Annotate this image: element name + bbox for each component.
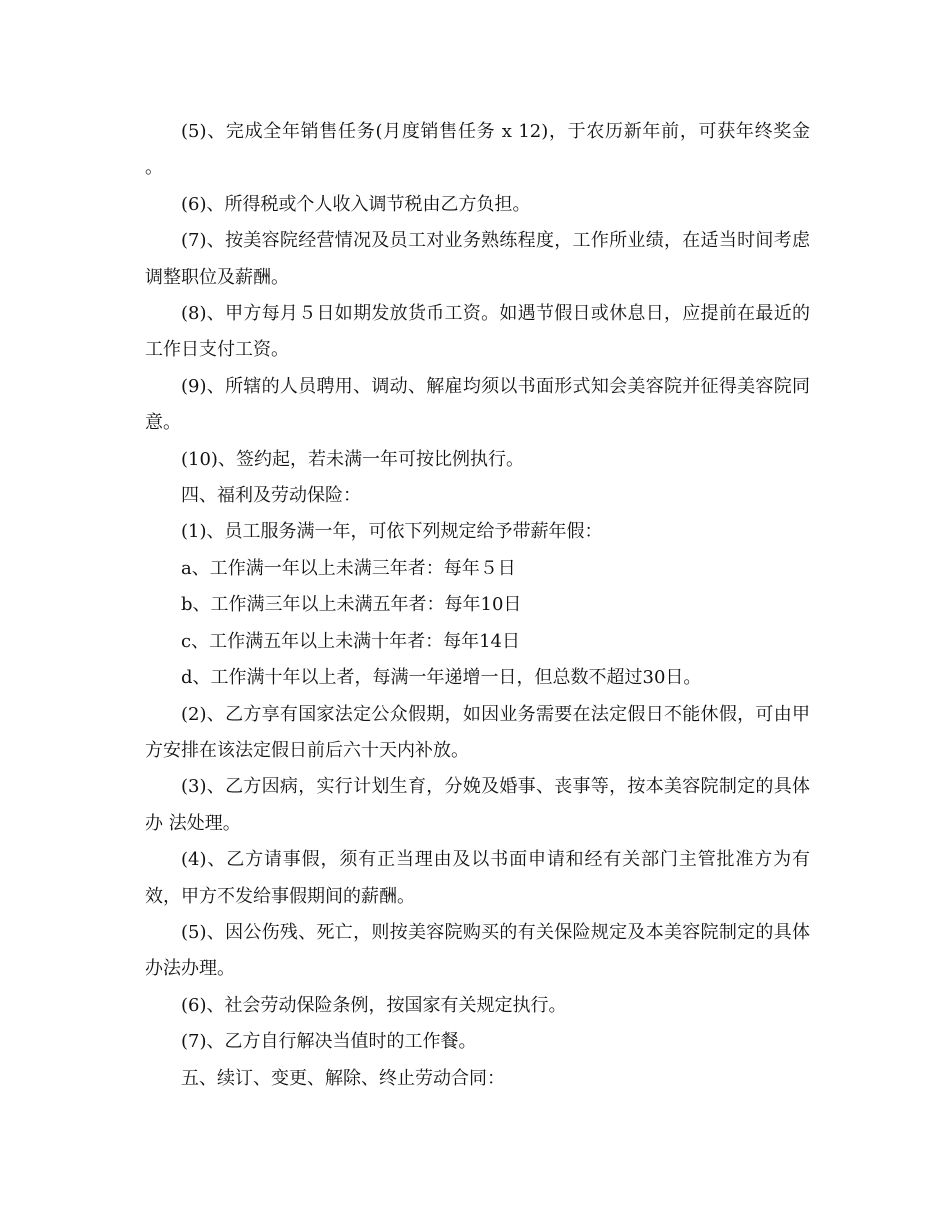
paragraph-item-4-personal-leave: (4)、乙方请事假，须有正当理由及以书面申请和经有关部门主管批准方为有效，甲方不发给事假期间的薪酬。 [145,849,810,907]
section-heading-contract-renewal: 五、续订、变更、解除、终止劳动合同： [181,1067,505,1089]
leave-rule-a: a、工作满一年以上未满三年者：每年５日 [181,557,516,579]
leave-rule-d: d、工作满十年以上者，每满一年递增一日，但总数不超过30日。 [181,667,702,689]
leave-rule-b: b、工作满三年以上未满五年者：每年10日 [181,594,522,616]
paragraph-item-10-proration: (10)、签约起，若未满一年可按比例执行。 [181,448,524,470]
leave-rule-c: c、工作满五年以上未满十年者：每年14日 [181,630,520,652]
paragraph-item-7-salary-adjustment: (7)、按美容院经营情况及员工对业务熟练程度，工作所业绩，在适当时间考虑调整职位及薪酬。 [145,230,810,288]
paragraph-item-7-meals: (7)、乙方自行解决当值时的工作餐。 [181,1031,477,1053]
section-heading-welfare-insurance: 四、福利及劳动保险： [181,485,361,507]
paragraph-item-6-social-insurance: (6)、社会劳动保险条例，按国家有关规定执行。 [181,994,567,1016]
paragraph-item-3-sick-leave: (3)、乙方因病，实行计划生育，分娩及婚事、丧事等，按本美容院制定的具体办 法处理。 [145,776,810,834]
paragraph-item-5-work-injury: (5)、因公伤残、死亡，则按美容院购买的有关保险规定及本美容院制定的具体办法办理。 [145,921,810,980]
paragraph-item-1-annual-leave: (1)、员工服务满一年，可依下列规定给予带薪年假： [181,521,603,543]
paragraph-item-9-staffing: (9)、所辖的人员聘用、调动、解雇均须以书面形式知会美容院并征得美容院同意。 [145,375,810,434]
paragraph-item-8-payday: (8)、甲方每月５日如期发放货币工资。如遇节假日或休息日，应提前在最近的工作日支付工资。 [145,303,810,361]
paragraph-item-5-year-end-bonus: (5)、完成全年销售任务(月度销售任务 x 12)，于农历新年前，可获年终奖金 。 [145,121,810,179]
document-body [145,114,810,1097]
paragraph-item-6-income-tax: (6)、所得税或个人收入调节税由乙方负担。 [181,193,531,215]
paragraph-item-2-public-holidays: (2)、乙方享有国家法定公众假期，如因业务需要在法定假日不能休假，可由甲方安排在该法定假日前后六十天内补放。 [145,703,810,761]
